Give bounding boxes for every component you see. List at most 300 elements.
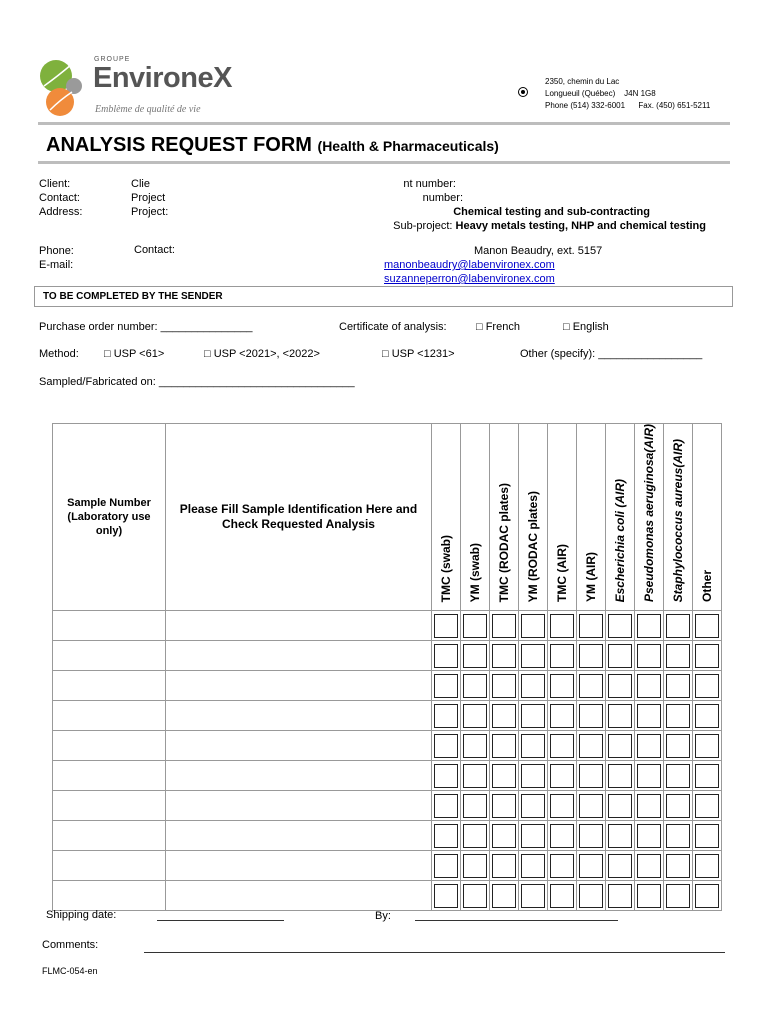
shipping-date-line[interactable] — [157, 920, 284, 921]
analysis-header — [490, 424, 519, 611]
logo-orange-circle — [46, 88, 74, 116]
analysis-checkbox[interactable] — [550, 614, 574, 638]
usp1231-checkbox[interactable]: □ USP <1231> — [382, 348, 455, 360]
analysis-header-label: Other — [699, 570, 714, 603]
analysis-checkbox[interactable] — [550, 704, 574, 728]
analysis-cell — [432, 821, 461, 851]
sample-id-cell[interactable] — [166, 851, 432, 881]
analysis-cell — [635, 881, 664, 911]
analysis-cell — [490, 701, 519, 731]
analysis-cell — [461, 761, 490, 791]
analysis-checkbox[interactable] — [521, 704, 545, 728]
analysis-checkbox[interactable] — [492, 614, 516, 638]
form-title-main: ANALYSIS REQUEST FORM — [46, 134, 312, 156]
analysis-checkbox[interactable] — [579, 734, 603, 758]
analysis-checkbox[interactable] — [579, 794, 603, 818]
analysis-checkbox[interactable] — [695, 884, 719, 908]
shipping-date-label: Shipping date: — [46, 909, 117, 921]
analysis-cell — [461, 821, 490, 851]
analysis-cell — [548, 821, 577, 851]
analysis-header — [606, 424, 635, 611]
company-address — [545, 76, 710, 112]
analysis-checkbox[interactable] — [463, 644, 487, 668]
analysis-checkbox[interactable] — [434, 884, 458, 908]
analysis-checkbox[interactable] — [637, 764, 661, 788]
table-row — [53, 701, 722, 731]
analysis-header-label: YM (AIR) — [583, 552, 598, 603]
analysis-header — [519, 424, 548, 611]
sample-id-cell[interactable] — [166, 791, 432, 821]
contact2-label: Contact: — [134, 244, 175, 256]
analysis-checkbox[interactable] — [695, 734, 719, 758]
analysis-checkbox[interactable] — [637, 704, 661, 728]
by-line[interactable] — [415, 920, 618, 921]
analysis-checkbox[interactable] — [666, 674, 690, 698]
analysis-checkbox[interactable] — [608, 704, 632, 728]
analysis-cell — [693, 761, 722, 791]
analysis-checkbox[interactable] — [579, 884, 603, 908]
table-row — [53, 641, 722, 671]
sender-banner — [34, 286, 733, 307]
analysis-checkbox[interactable] — [608, 824, 632, 848]
analysis-checkbox[interactable] — [637, 614, 661, 638]
french-checkbox[interactable]: □ French — [476, 321, 520, 333]
analysis-cell — [606, 821, 635, 851]
sub-project: Sub-project: Heavy metals testing, NHP and chemical testing — [393, 220, 706, 232]
analysis-cell — [635, 761, 664, 791]
analysis-checkbox[interactable] — [550, 764, 574, 788]
sample-number-cell[interactable] — [53, 731, 166, 761]
analysis-cell — [519, 761, 548, 791]
analysis-cell — [548, 791, 577, 821]
comments-line[interactable] — [144, 952, 725, 953]
analysis-cell — [490, 731, 519, 761]
address-label: Address: — [39, 206, 83, 218]
client-number-label: nt number: — [403, 178, 456, 190]
analysis-checkbox[interactable] — [608, 884, 632, 908]
analysis-checkbox[interactable] — [521, 854, 545, 878]
analysis-checkbox[interactable] — [492, 854, 516, 878]
analysis-cell — [490, 791, 519, 821]
analysis-checkbox[interactable] — [666, 734, 690, 758]
analysis-cell — [577, 881, 606, 911]
analysis-checkbox[interactable] — [521, 734, 545, 758]
analysis-cell — [693, 611, 722, 641]
analysis-cell — [519, 671, 548, 701]
analysis-cell — [693, 641, 722, 671]
form-title-sub: (Health & Pharmaceuticals) — [317, 138, 499, 154]
analysis-cell — [577, 851, 606, 881]
sample-number-cell[interactable] — [53, 851, 166, 881]
analysis-header-label: Escherichia coli (AIR) — [612, 478, 627, 603]
analysis-cell — [606, 791, 635, 821]
analysis-cell — [606, 611, 635, 641]
analysis-cell — [490, 641, 519, 671]
analysis-checkbox[interactable] — [434, 794, 458, 818]
logo-brand: EnvironeX — [93, 62, 232, 94]
sample-id-cell[interactable] — [166, 731, 432, 761]
sample-number-cell[interactable] — [53, 641, 166, 671]
analysis-checkbox[interactable] — [637, 794, 661, 818]
address-line2: Longueuil (Québec) J4N 1G8 — [545, 89, 656, 98]
analysis-cell — [664, 671, 693, 701]
analysis-checkbox[interactable] — [492, 644, 516, 668]
analysis-checkbox[interactable] — [579, 854, 603, 878]
analysis-checkbox[interactable] — [579, 614, 603, 638]
logo-circles — [38, 56, 88, 118]
analysis-header — [635, 424, 664, 611]
sender-banner-text: TO BE COMPLETED BY THE SENDER — [43, 291, 223, 302]
analysis-checkbox[interactable] — [695, 764, 719, 788]
analysis-cell — [461, 641, 490, 671]
analysis-cell — [490, 881, 519, 911]
analysis-checkbox[interactable] — [666, 614, 690, 638]
analysis-checkbox[interactable] — [521, 674, 545, 698]
analysis-checkbox[interactable] — [666, 884, 690, 908]
analysis-checkbox[interactable] — [434, 764, 458, 788]
analysis-checkbox[interactable] — [579, 704, 603, 728]
analysis-checkbox[interactable] — [521, 794, 545, 818]
phone-label: Phone: — [39, 245, 74, 257]
analysis-cell — [548, 881, 577, 911]
analysis-checkbox[interactable] — [695, 644, 719, 668]
project-fragment: Project — [131, 192, 166, 204]
analysis-checkbox[interactable] — [521, 644, 545, 668]
analysis-cell — [577, 791, 606, 821]
phone-email-labels — [39, 244, 74, 272]
analysis-cell — [577, 641, 606, 671]
analysis-header — [664, 424, 693, 611]
analysis-cell — [693, 821, 722, 851]
analysis-header — [432, 424, 461, 611]
project-name: Chemical testing and sub-contracting — [453, 206, 650, 218]
analysis-cell — [577, 611, 606, 641]
analysis-cell — [606, 641, 635, 671]
analysis-checkbox[interactable] — [521, 884, 545, 908]
analysis-cell — [635, 611, 664, 641]
analysis-checkbox[interactable] — [550, 824, 574, 848]
analysis-cell — [664, 851, 693, 881]
analysis-header — [577, 424, 606, 611]
email-link-2[interactable]: suzanneperron@labenvironex.com — [384, 273, 555, 285]
analysis-cell — [577, 731, 606, 761]
comments-label: Comments: — [42, 939, 99, 951]
analysis-cell — [432, 761, 461, 791]
analysis-cell — [635, 671, 664, 701]
analysis-cell — [606, 701, 635, 731]
analysis-checkbox[interactable] — [637, 824, 661, 848]
analysis-checkbox[interactable] — [463, 614, 487, 638]
analysis-checkbox[interactable] — [463, 854, 487, 878]
top-divider — [38, 122, 730, 125]
analysis-checkbox[interactable] — [695, 614, 719, 638]
sample-number-cell[interactable] — [53, 701, 166, 731]
sample-id-cell[interactable] — [166, 611, 432, 641]
analysis-cell — [635, 731, 664, 761]
project-labels — [131, 177, 168, 219]
analysis-checkbox[interactable] — [492, 824, 516, 848]
sample-number-cell[interactable] — [53, 881, 166, 911]
certificate-label: Certificate of analysis: — [339, 321, 447, 333]
table-row — [53, 761, 722, 791]
email-label: E-mail: — [39, 259, 74, 271]
analysis-checkbox[interactable] — [695, 824, 719, 848]
analysis-cell — [432, 881, 461, 911]
analysis-cell — [606, 731, 635, 761]
analysis-cell — [606, 851, 635, 881]
analysis-checkbox[interactable] — [608, 764, 632, 788]
analysis-cell — [548, 641, 577, 671]
analysis-checkbox[interactable] — [637, 884, 661, 908]
analysis-checkbox[interactable] — [637, 674, 661, 698]
sample-number-cell[interactable] — [53, 791, 166, 821]
analysis-checkbox[interactable] — [550, 884, 574, 908]
analysis-checkbox[interactable] — [463, 794, 487, 818]
analysis-checkbox[interactable] — [463, 734, 487, 758]
analysis-cell — [548, 701, 577, 731]
analysis-checkbox[interactable] — [492, 704, 516, 728]
analysis-checkbox[interactable] — [608, 614, 632, 638]
analysis-cell — [664, 881, 693, 911]
analysis-checkbox[interactable] — [521, 764, 545, 788]
analysis-cell — [519, 821, 548, 851]
analysis-checkbox[interactable] — [434, 824, 458, 848]
project-details — [366, 177, 706, 233]
analysis-cell — [664, 611, 693, 641]
analysis-checkbox[interactable] — [608, 674, 632, 698]
analysis-header — [693, 424, 722, 611]
sample-number-cell[interactable] — [53, 671, 166, 701]
sample-number-cell[interactable] — [53, 821, 166, 851]
analysis-cell — [519, 701, 548, 731]
client-labels — [39, 177, 82, 219]
analysis-cell — [577, 761, 606, 791]
analysis-checkbox[interactable] — [492, 764, 516, 788]
analysis-cell — [490, 611, 519, 641]
analysis-cell — [432, 671, 461, 701]
table-row — [53, 671, 722, 701]
analysis-cell — [664, 731, 693, 761]
analysis-checkbox[interactable] — [521, 824, 545, 848]
analysis-cell — [432, 701, 461, 731]
analysis-checkbox[interactable] — [521, 614, 545, 638]
analysis-header-label: YM (RODAC plates) — [525, 490, 540, 603]
sample-number-cell[interactable] — [53, 761, 166, 791]
analysis-cell — [548, 851, 577, 881]
analysis-checkbox[interactable] — [434, 734, 458, 758]
analysis-checkbox[interactable] — [608, 644, 632, 668]
analysis-checkbox[interactable] — [666, 854, 690, 878]
method-label: Method: — [39, 348, 79, 360]
analysis-cell — [432, 641, 461, 671]
english-checkbox[interactable]: □ English — [563, 321, 609, 333]
table-row — [53, 791, 722, 821]
sample-table — [52, 423, 722, 911]
analysis-cell — [693, 851, 722, 881]
analysis-checkbox[interactable] — [666, 824, 690, 848]
analysis-cell — [461, 701, 490, 731]
email-link-1[interactable]: manonbeaudry@labenvironex.com — [384, 259, 555, 271]
analysis-checkbox[interactable] — [434, 614, 458, 638]
analysis-cell — [432, 611, 461, 641]
analysis-checkbox[interactable] — [550, 734, 574, 758]
analysis-checkbox[interactable] — [492, 674, 516, 698]
analysis-cell — [461, 731, 490, 761]
address-line3: Phone (514) 332-6001 Fax. (450) 651-5211 — [545, 101, 711, 110]
project-number-label: number: — [422, 192, 463, 204]
radio-icon — [518, 87, 528, 97]
sample-id-cell[interactable] — [166, 881, 432, 911]
analysis-header-label: TMC (AIR) — [554, 544, 569, 603]
analysis-cell — [664, 641, 693, 671]
sample-number-cell[interactable] — [53, 611, 166, 641]
analysis-header-label: Staphylococcus aureus(AIR) — [670, 438, 685, 603]
analysis-cell — [519, 641, 548, 671]
analysis-checkbox[interactable] — [463, 764, 487, 788]
analysis-cell — [519, 611, 548, 641]
analysis-cell — [519, 851, 548, 881]
analysis-cell — [635, 701, 664, 731]
analysis-cell — [606, 761, 635, 791]
analysis-checkbox[interactable] — [492, 734, 516, 758]
logo-groupe: GROUPE — [94, 56, 131, 63]
contact-label: Contact: — [39, 192, 80, 204]
analysis-cell — [432, 791, 461, 821]
analysis-cell — [548, 731, 577, 761]
analysis-checkbox[interactable] — [695, 704, 719, 728]
analysis-header-label: TMC (swab) — [438, 534, 453, 603]
analysis-cell — [635, 851, 664, 881]
analysis-checkbox[interactable] — [608, 794, 632, 818]
analysis-cell — [461, 671, 490, 701]
analysis-cell — [432, 731, 461, 761]
analysis-cell — [693, 701, 722, 731]
sample-id-cell[interactable] — [166, 701, 432, 731]
analysis-cell — [664, 791, 693, 821]
analysis-header — [548, 424, 577, 611]
by-label: By: — [375, 910, 391, 922]
sample-id-cell[interactable] — [166, 761, 432, 791]
analysis-cell — [693, 881, 722, 911]
analysis-cell — [519, 791, 548, 821]
analysis-cell — [548, 761, 577, 791]
analysis-header-label: TMC (RODAC plates) — [496, 482, 511, 603]
form-code: FLMC-054-en — [42, 966, 98, 976]
analysis-checkbox[interactable] — [666, 704, 690, 728]
analysis-checkbox[interactable] — [463, 824, 487, 848]
sample-number-header: Sample Number (Laboratory use only) — [53, 424, 166, 611]
analysis-checkbox[interactable] — [608, 854, 632, 878]
analysis-checkbox[interactable] — [608, 734, 632, 758]
lab-contacts — [384, 244, 602, 286]
analysis-cell — [577, 671, 606, 701]
analysis-cell — [693, 671, 722, 701]
analysis-checkbox[interactable] — [492, 794, 516, 818]
analysis-checkbox[interactable] — [637, 854, 661, 878]
address-line1: 2350, chemin du Lac — [545, 77, 620, 86]
analysis-checkbox[interactable] — [434, 644, 458, 668]
analysis-cell — [548, 671, 577, 701]
analysis-header-label: Pseudomonas aeruginosa(AIR) — [641, 424, 656, 603]
table-row — [53, 851, 722, 881]
analysis-header — [461, 424, 490, 611]
analysis-cell — [664, 701, 693, 731]
analysis-checkbox[interactable] — [550, 674, 574, 698]
analysis-cell — [548, 611, 577, 641]
table-row — [53, 731, 722, 761]
analysis-checkbox[interactable] — [579, 644, 603, 668]
usp2021-checkbox[interactable]: □ USP <2021>, <2022> — [204, 348, 320, 360]
table-row — [53, 611, 722, 641]
contact-name: Manon Beaudry, ext. 5157 — [474, 245, 603, 257]
analysis-checkbox[interactable] — [550, 854, 574, 878]
analysis-checkbox[interactable] — [695, 854, 719, 878]
analysis-checkbox[interactable] — [666, 764, 690, 788]
analysis-checkbox[interactable] — [666, 794, 690, 818]
sample-id-cell[interactable] — [166, 821, 432, 851]
sample-id-cell[interactable] — [166, 641, 432, 671]
usp61-checkbox[interactable]: □ USP <61> — [104, 348, 165, 360]
analysis-cell — [635, 821, 664, 851]
analysis-checkbox[interactable] — [637, 734, 661, 758]
analysis-checkbox[interactable] — [492, 884, 516, 908]
sample-id-cell[interactable] — [166, 671, 432, 701]
client-label: Client: — [39, 178, 71, 190]
analysis-checkbox[interactable] — [579, 824, 603, 848]
analysis-cell — [606, 671, 635, 701]
table-row — [53, 881, 722, 911]
analysis-checkbox[interactable] — [579, 674, 603, 698]
analysis-checkbox[interactable] — [434, 854, 458, 878]
analysis-checkbox[interactable] — [463, 704, 487, 728]
logo-tagline: Emblème de qualité de vie — [95, 104, 201, 115]
analysis-cell — [606, 881, 635, 911]
other-method-field[interactable]: Other (specify): _________________ — [520, 348, 703, 360]
analysis-cell — [577, 701, 606, 731]
form-title — [46, 134, 499, 157]
analysis-checkbox[interactable] — [579, 764, 603, 788]
analysis-cell — [519, 731, 548, 761]
analysis-checkbox[interactable] — [550, 794, 574, 818]
analysis-checkbox[interactable] — [695, 674, 719, 698]
sampled-date-field[interactable]: Sampled/Fabricated on: ________________________________ — [39, 376, 355, 388]
client-number-fragment: Clie — [131, 178, 150, 190]
analysis-cell — [635, 641, 664, 671]
table-header-row — [53, 424, 722, 611]
analysis-cell — [461, 611, 490, 641]
po-field[interactable]: Purchase order number: _______________ — [39, 321, 253, 333]
company-logo — [38, 56, 232, 122]
analysis-checkbox[interactable] — [463, 674, 487, 698]
analysis-checkbox[interactable] — [434, 704, 458, 728]
analysis-cell — [461, 881, 490, 911]
analysis-checkbox[interactable] — [434, 674, 458, 698]
analysis-checkbox[interactable] — [666, 644, 690, 668]
analysis-cell — [664, 821, 693, 851]
project-label: Project: — [131, 206, 169, 218]
analysis-cell — [432, 851, 461, 881]
analysis-checkbox[interactable] — [695, 794, 719, 818]
analysis-cell — [519, 881, 548, 911]
analysis-cell — [693, 731, 722, 761]
sample-id-header: Please Fill Sample Identification Here and Check Requested Analysis — [166, 424, 432, 611]
analysis-cell — [577, 821, 606, 851]
analysis-cell — [664, 761, 693, 791]
analysis-checkbox[interactable] — [550, 644, 574, 668]
analysis-checkbox[interactable] — [463, 884, 487, 908]
analysis-cell — [461, 851, 490, 881]
analysis-checkbox[interactable] — [637, 644, 661, 668]
